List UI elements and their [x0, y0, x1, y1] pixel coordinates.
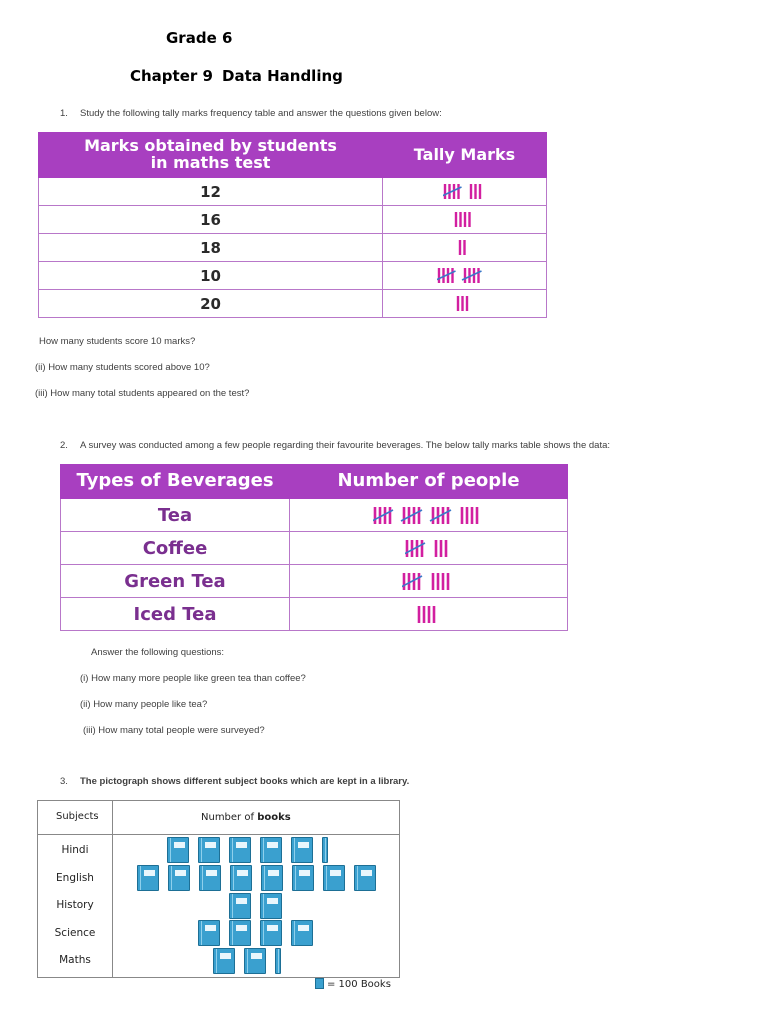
tally-marks — [417, 604, 441, 625]
beverage-column-header: Types of Beverages — [61, 465, 290, 499]
books-pictograph — [37, 800, 400, 978]
q2-number: 2. — [60, 440, 68, 451]
book-icon — [213, 948, 235, 974]
book-icon — [292, 865, 314, 891]
book-icon — [315, 978, 324, 989]
q1-prompt — [60, 108, 442, 119]
book-icon — [275, 948, 281, 974]
q1-text: Study the following tally marks frequency table and answer the questions given below: — [80, 108, 442, 119]
q1-number: 1. — [60, 108, 68, 119]
tally-marks — [405, 538, 453, 559]
book-icon — [261, 865, 283, 891]
q1-question-1: How many students score 10 marks? — [39, 336, 196, 347]
q1-question-2: (ii) How many students scored above 10? — [35, 362, 210, 373]
people-column-header: Number of people — [290, 465, 568, 499]
table-row — [61, 499, 568, 532]
marks-cell: 18 — [39, 234, 383, 262]
table-row — [39, 234, 547, 262]
book-icon — [168, 865, 190, 891]
table-row — [39, 290, 547, 318]
tally-cell — [383, 234, 547, 262]
book-icon — [291, 920, 313, 946]
book-icon — [244, 948, 266, 974]
table-row — [61, 565, 568, 598]
table-row — [39, 206, 547, 234]
pictograph-legend — [315, 978, 391, 990]
books-header-bold: books — [257, 812, 291, 823]
tally-cell — [383, 206, 547, 234]
beverage-cell: Coffee — [61, 532, 290, 565]
subject-label: Maths — [59, 954, 91, 966]
book-icon — [229, 920, 251, 946]
table-row — [61, 532, 568, 565]
tally-marks — [456, 294, 474, 313]
subjects-header: Subjects — [56, 811, 99, 822]
table-row — [39, 262, 547, 290]
book-icon — [230, 865, 252, 891]
marks-cell: 10 — [39, 262, 383, 290]
marks-cell: 16 — [39, 206, 383, 234]
book-icon — [137, 865, 159, 891]
tally-marks — [458, 238, 471, 257]
pictograph-divider — [38, 834, 399, 835]
marks-cell: 12 — [39, 178, 383, 206]
subject-label: English — [56, 872, 94, 884]
marks-cell: 20 — [39, 290, 383, 318]
tally-column-header: Tally Marks — [383, 133, 547, 178]
subject-label: Science — [54, 927, 96, 939]
q2-prompt — [60, 440, 610, 451]
marks-column-header — [39, 133, 383, 178]
q2-question-1: (i) How many more people like green tea than coffee? — [80, 673, 306, 684]
q2-intro: Answer the following questions: — [91, 647, 225, 658]
table-row — [39, 178, 547, 206]
tally-cell — [383, 178, 547, 206]
q2-question-2: (ii) How many people like tea? — [80, 699, 208, 710]
tally-marks — [443, 182, 487, 201]
beverage-cell: Iced Tea — [61, 598, 290, 631]
book-icon — [354, 865, 376, 891]
book-icon — [260, 920, 282, 946]
book-icon — [229, 837, 251, 863]
book-icon — [198, 837, 220, 863]
tally-cell — [290, 598, 568, 631]
subject-label: History — [56, 899, 94, 911]
tally-cell — [383, 262, 547, 290]
q3-text: The pictograph shows different subject books which are kept in a library. — [80, 776, 410, 787]
tally-cell — [290, 499, 568, 532]
grade-title: Grade 6 — [166, 29, 233, 47]
book-icon — [291, 837, 313, 863]
q2-question-3: (iii) How many total people were surveyed? — [83, 725, 265, 736]
tally-cell — [290, 532, 568, 565]
tally-marks — [454, 210, 476, 229]
q3-number: 3. — [60, 776, 68, 787]
book-icon — [167, 837, 189, 863]
beverage-cell: Tea — [61, 499, 290, 532]
book-icon — [198, 920, 220, 946]
books-header — [201, 812, 291, 823]
marks-header-line1: Marks obtained by students — [84, 136, 337, 156]
marks-header-line2: in maths test — [150, 153, 271, 172]
tally-marks — [373, 505, 484, 526]
tally-marks — [437, 266, 493, 285]
book-icon — [260, 893, 282, 919]
book-icon — [199, 865, 221, 891]
q3-prompt — [60, 776, 409, 787]
pictograph-divider — [112, 801, 113, 977]
tally-marks — [402, 571, 455, 592]
book-icon — [260, 837, 282, 863]
books-header-prefix: Number of — [201, 812, 254, 823]
chapter-label: Chapter 9 — [130, 67, 213, 85]
q1-question-3: (iii) How many total students appeared on the test? — [35, 388, 250, 399]
table-row — [61, 598, 568, 631]
subject-label: Hindi — [61, 844, 89, 856]
tally-cell — [383, 290, 547, 318]
book-icon — [229, 893, 251, 919]
legend-text: = 100 Books — [327, 979, 391, 990]
beverage-cell: Green Tea — [61, 565, 290, 598]
tally-cell — [290, 565, 568, 598]
marks-tally-table — [38, 132, 547, 318]
q2-text: A survey was conducted among a few people regarding their favourite beverages. The below tally marks table shows the data: — [80, 440, 611, 451]
book-icon — [323, 865, 345, 891]
beverages-tally-table — [60, 464, 568, 631]
chapter-title: Data Handling — [222, 67, 343, 85]
book-icon — [322, 837, 328, 863]
